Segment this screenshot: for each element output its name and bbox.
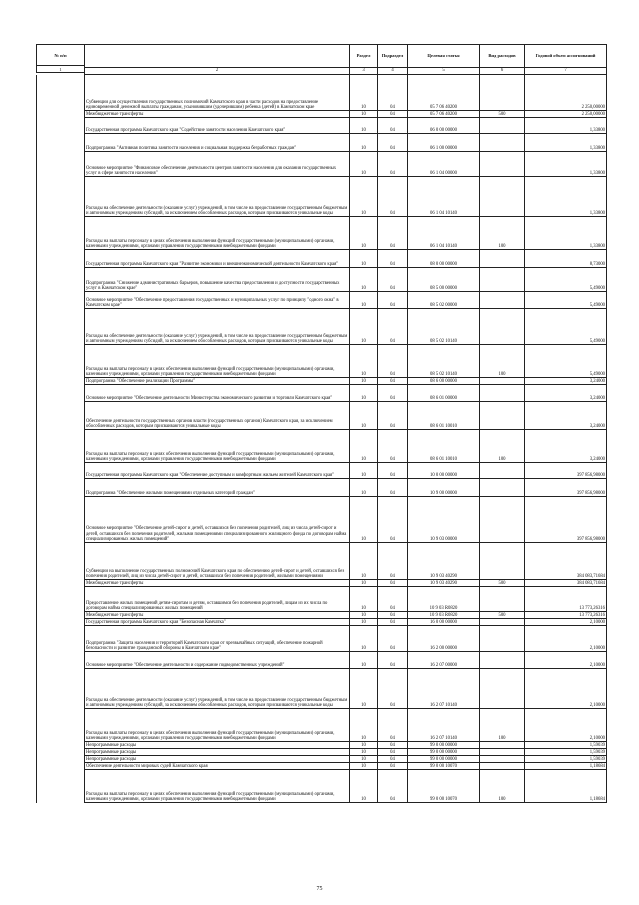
col-header-razdel: Раздел: [350, 45, 378, 68]
row-podrazdel-cell: 04: [378, 309, 408, 345]
row-target-article-cell: 08 5 02 10140: [408, 309, 480, 345]
row-annual-volume-cell: 1,33800: [525, 134, 607, 152]
table-row: [85, 756, 607, 763]
row-expense-type-cell: [480, 587, 525, 612]
row-annual-volume-cell: 384 083,71684: [525, 543, 607, 580]
row-annual-volume-cell: 1,59039: [525, 749, 607, 756]
table-row: [85, 652, 607, 669]
row-razdel-cell: 10: [350, 463, 378, 479]
row-expense-type-cell: 500: [480, 111, 525, 118]
col-header-target-article: Целевая статья: [408, 45, 480, 68]
row-expense-type-cell: 100: [480, 430, 525, 463]
row-expense-type-cell: [480, 497, 525, 543]
row-razdel-cell: 10: [350, 345, 378, 378]
row-podrazdel-cell: 04: [378, 612, 408, 619]
row-annual-volume-cell: 5,49000: [525, 345, 607, 378]
row-expense-type-cell: 100: [480, 770, 525, 803]
col-header-name: [85, 45, 350, 68]
row-name-cell: Расходы на обеспечение деятельности (оказание услуг) учреждений, в том числе на предоставление государственным бюджетным и автономным учреждениям субсидий, за исключением обособленных расходов, которым присваиваются уникальные коды: [85, 669, 350, 709]
col-header-number: № п/п: [36, 44, 84, 66]
row-annual-volume-cell: 397 856,98000: [525, 463, 607, 479]
row-name-cell: Государственная программа Камчатского края "Обеспечение доступным и комфортным жильем жителей Камчатского края": [85, 463, 350, 479]
row-expense-type-cell: [480, 669, 525, 709]
row-target-article-cell: 99 0 00 10070: [408, 763, 480, 770]
table-row: [85, 463, 607, 479]
table-row: [85, 742, 607, 749]
row-name-cell: Расходы на обеспечение деятельности (оказание услуг) учреждений, в том числе на предоставление государственным бюджетным и автономным учреждениям субсидий, за исключением обособленных расходов, которым присваиваются уникальные коды: [85, 177, 350, 217]
row-name-cell: Государственная программа Камчатского края "Развитие экономики и внешнеэкономической деятельности Камчатского края": [85, 250, 350, 268]
row-expense-type-cell: [480, 118, 525, 134]
table-body: [85, 75, 607, 803]
row-expense-type-cell: [480, 309, 525, 345]
row-podrazdel-cell: 04: [378, 749, 408, 756]
row-expense-type-cell: [480, 763, 525, 770]
row-podrazdel-cell: 04: [378, 134, 408, 152]
row-expense-type-cell: 500: [480, 580, 525, 587]
row-expense-type-cell: [480, 134, 525, 152]
row-name-cell: Субвенции на выполнение государственных полномочий Камчатского края по обеспечению детей-сирот и детей, оставшихся без попечения родителей, лиц из числа детей-сирот и детей, оставшихся без попечения родителей, жилыми помещениями: [85, 543, 350, 580]
row-expense-type-cell: [480, 292, 525, 309]
row-annual-volume-cell: 1,18684: [525, 770, 607, 803]
row-expense-type-cell: [480, 250, 525, 268]
row-expense-type-cell: 500: [480, 612, 525, 619]
row-razdel-cell: 10: [350, 402, 378, 430]
row-annual-volume-cell: 5,49000: [525, 309, 607, 345]
row-razdel-cell: 10: [350, 749, 378, 756]
row-expense-type-cell: [480, 75, 525, 111]
table-row: [85, 770, 607, 803]
row-podrazdel-cell: 04: [378, 669, 408, 709]
row-expense-type-cell: [480, 479, 525, 497]
row-target-article-cell: 06 1 04 00000: [408, 152, 480, 177]
row-target-article-cell: 99 0 00 00000: [408, 742, 480, 749]
row-target-article-cell: 10 9 03 R0820: [408, 587, 480, 612]
row-podrazdel-cell: 04: [378, 430, 408, 463]
row-name-cell: Основное мероприятие "Обеспечение деятельности Министерства экономического развития и торговли Камчатского края": [85, 385, 350, 402]
table-row: [85, 268, 607, 292]
row-target-article-cell: 08 6 01 00000: [408, 385, 480, 402]
row-target-article-cell: 10 9 03 00000: [408, 497, 480, 543]
table-row: [85, 763, 607, 770]
col-index-target-article: 5: [408, 68, 480, 75]
table-row: [85, 580, 607, 587]
row-expense-type-cell: [480, 385, 525, 402]
row-name-cell: Подпрограмма "Обеспечение жилыми помещениями отдельных категорий граждан": [85, 479, 350, 497]
table-row: [85, 250, 607, 268]
row-expense-type-cell: 100: [480, 217, 525, 250]
row-annual-volume-cell: 8,73000: [525, 250, 607, 268]
row-razdel-cell: 10: [350, 580, 378, 587]
row-target-article-cell: 16 2 07 10140: [408, 709, 480, 742]
row-target-article-cell: 08 5 02 10140: [408, 345, 480, 378]
col-header-podrazdel: Подраздел: [378, 45, 408, 68]
row-target-article-cell: 06 1 04 10140: [408, 217, 480, 250]
row-target-article-cell: 16 2 07 10140: [408, 669, 480, 709]
row-annual-volume-cell: 1,33800: [525, 152, 607, 177]
row-expense-type-cell: 100: [480, 345, 525, 378]
table-row: [85, 612, 607, 619]
row-razdel-cell: 10: [350, 770, 378, 803]
row-podrazdel-cell: 04: [378, 177, 408, 217]
row-annual-volume-cell: 3,24000: [525, 402, 607, 430]
row-target-article-cell: 05 7 06 40200: [408, 75, 480, 111]
table-row: [85, 217, 607, 250]
row-podrazdel-cell: 04: [378, 763, 408, 770]
row-podrazdel-cell: 04: [378, 742, 408, 749]
row-annual-volume-cell: 2,10000: [525, 652, 607, 669]
col-index-expense-type: 6: [480, 68, 525, 75]
row-annual-volume-cell: 1,33800: [525, 118, 607, 134]
row-annual-volume-cell: 397 856,98000: [525, 497, 607, 543]
table-row: [85, 75, 607, 111]
row-podrazdel-cell: 04: [378, 463, 408, 479]
table-row: [85, 111, 607, 118]
row-podrazdel-cell: 04: [378, 378, 408, 385]
row-podrazdel-cell: 04: [378, 580, 408, 587]
table-header-row: [85, 45, 607, 68]
row-annual-volume-cell: 2,10000: [525, 626, 607, 652]
row-annual-volume-cell: 397 856,98000: [525, 479, 607, 497]
row-razdel-cell: 10: [350, 497, 378, 543]
number-column: [36, 75, 84, 803]
row-annual-volume-cell: 13 773,26316: [525, 612, 607, 619]
row-razdel-cell: 10: [350, 134, 378, 152]
row-annual-volume-cell: 2 250,00000: [525, 75, 607, 111]
row-podrazdel-cell: 04: [378, 75, 408, 111]
row-razdel-cell: 10: [350, 479, 378, 497]
row-podrazdel-cell: 04: [378, 250, 408, 268]
row-target-article-cell: 10 9 03 40290: [408, 543, 480, 580]
row-annual-volume-cell: 5,49000: [525, 292, 607, 309]
table-row: [85, 626, 607, 652]
row-name-cell: Расходы на выплаты персоналу в целях обеспечения выполнения функций государственными (муниципальными) органами, казенными учреждениями, органами управления государственными внебюджетными фондами: [85, 770, 350, 803]
row-razdel-cell: 10: [350, 250, 378, 268]
row-name-cell: Подпрограмма "Обеспечение реализации Программы": [85, 378, 350, 385]
row-annual-volume-cell: 1,59039: [525, 742, 607, 749]
table-row: [85, 543, 607, 580]
row-target-article-cell: 99 0 00 10070: [408, 770, 480, 803]
row-name-cell: Непрограммные расходы: [85, 749, 350, 756]
row-razdel-cell: 10: [350, 292, 378, 309]
table-row: [85, 430, 607, 463]
row-annual-volume-cell: 2,10000: [525, 619, 607, 626]
row-podrazdel-cell: 04: [378, 217, 408, 250]
row-name-cell: Расходы на выплаты персоналу в целях обеспечения выполнения функций государственными (муниципальными) органами, казенными учреждениями, органами управления государственными внебюджетными фондами: [85, 709, 350, 742]
row-name-cell: Расходы на выплаты персоналу в целях обеспечения выполнения функций государственными (муниципальными) органами, казенными учреждениями, органами управления государственными внебюджетными фондами: [85, 217, 350, 250]
row-target-article-cell: 10 9 00 00000: [408, 479, 480, 497]
row-annual-volume-cell: 2 250,00000: [525, 111, 607, 118]
row-target-article-cell: 06 1 00 00000: [408, 134, 480, 152]
row-expense-type-cell: 100: [480, 709, 525, 742]
row-razdel-cell: 10: [350, 118, 378, 134]
row-target-article-cell: 05 7 06 40200: [408, 111, 480, 118]
row-podrazdel-cell: 04: [378, 543, 408, 580]
row-podrazdel-cell: 04: [378, 152, 408, 177]
row-target-article-cell: 16 2 00 00000: [408, 626, 480, 652]
row-razdel-cell: 10: [350, 378, 378, 385]
row-name-cell: Государственная программа Камчатского края "Содействие занятости населения Камчатского края": [85, 118, 350, 134]
row-razdel-cell: 10: [350, 111, 378, 118]
row-podrazdel-cell: 04: [378, 111, 408, 118]
row-annual-volume-cell: 13 773,26316: [525, 587, 607, 612]
row-expense-type-cell: [480, 626, 525, 652]
row-podrazdel-cell: 04: [378, 402, 408, 430]
row-expense-type-cell: [480, 619, 525, 626]
row-name-cell: Непрограммные расходы: [85, 756, 350, 763]
row-expense-type-cell: [480, 268, 525, 292]
row-expense-type-cell: [480, 463, 525, 479]
row-podrazdel-cell: 04: [378, 626, 408, 652]
table-row: [85, 134, 607, 152]
row-razdel-cell: 10: [350, 385, 378, 402]
table-row: [85, 177, 607, 217]
table-row: [85, 709, 607, 742]
col-index-name: 2: [85, 68, 350, 75]
row-expense-type-cell: [480, 402, 525, 430]
row-expense-type-cell: [480, 749, 525, 756]
row-expense-type-cell: [480, 652, 525, 669]
row-razdel-cell: 10: [350, 756, 378, 763]
row-razdel-cell: 10: [350, 75, 378, 111]
row-name-cell: Основное мероприятие "Финансовое обеспечение деятельности центров занятости населения для оказания государственных услуг в сфере занятости населения": [85, 152, 350, 177]
table-row: [85, 292, 607, 309]
budget-table: [84, 44, 607, 803]
row-annual-volume-cell: 1,59039: [525, 756, 607, 763]
row-expense-type-cell: [480, 378, 525, 385]
row-podrazdel-cell: 04: [378, 587, 408, 612]
row-annual-volume-cell: 1,33800: [525, 177, 607, 217]
row-target-article-cell: 08 0 00 00000: [408, 250, 480, 268]
row-expense-type-cell: [480, 152, 525, 177]
row-name-cell: Основное мероприятие "Обеспечение предоставления государственных и муниципальных услуг по принципу "одного окна" в Камчатском крае": [85, 292, 350, 309]
col-index-number: 1: [36, 66, 84, 73]
row-razdel-cell: 10: [350, 612, 378, 619]
row-target-article-cell: 99 0 00 00000: [408, 749, 480, 756]
row-target-article-cell: 06 1 04 10140: [408, 177, 480, 217]
row-target-article-cell: 08 5 02 00000: [408, 292, 480, 309]
col-index-annual-volume: 7: [525, 68, 607, 75]
row-razdel-cell: 10: [350, 709, 378, 742]
row-annual-volume-cell: 1,33800: [525, 217, 607, 250]
row-annual-volume-cell: 1,18684: [525, 763, 607, 770]
row-podrazdel-cell: 04: [378, 619, 408, 626]
row-name-cell: Обеспечение деятельности мировых судей Камчатского края: [85, 763, 350, 770]
row-name-cell: Основное мероприятие "Обеспечение деятельности и содержание подведомственных учреждений": [85, 652, 350, 669]
row-annual-volume-cell: 3,24000: [525, 378, 607, 385]
row-podrazdel-cell: 04: [378, 497, 408, 543]
row-annual-volume-cell: 2,10000: [525, 709, 607, 742]
row-razdel-cell: 10: [350, 626, 378, 652]
row-name-cell: Межбюджетные трансферты: [85, 580, 350, 587]
row-name-cell: Подпрограмма "Защита населения и территорий Камчатского края от чрезвычайных ситуаций, обеспечение пожарной безопасности и развитие гражданской обороны в Камчатском крае": [85, 626, 350, 652]
table-row: [85, 619, 607, 626]
row-razdel-cell: 10: [350, 587, 378, 612]
table-row: [85, 118, 607, 134]
row-podrazdel-cell: 04: [378, 118, 408, 134]
row-target-article-cell: 99 0 00 00000: [408, 756, 480, 763]
row-name-cell: Межбюджетные трансферты: [85, 111, 350, 118]
table-row: [85, 479, 607, 497]
row-name-cell: Государственная программа Камчатского края "Безопасная Камчатка": [85, 619, 350, 626]
row-razdel-cell: 10: [350, 619, 378, 626]
row-podrazdel-cell: 04: [378, 345, 408, 378]
row-razdel-cell: 10: [350, 217, 378, 250]
row-annual-volume-cell: 384 083,71684: [525, 580, 607, 587]
table-row: [85, 309, 607, 345]
col-index-podrazdel: 4: [378, 68, 408, 75]
row-razdel-cell: 10: [350, 543, 378, 580]
table-row: [85, 587, 607, 612]
row-razdel-cell: 10: [350, 742, 378, 749]
row-target-article-cell: 06 0 00 00000: [408, 118, 480, 134]
table-row: [85, 345, 607, 378]
row-target-article-cell: 10 9 03 40290: [408, 580, 480, 587]
row-target-article-cell: 08 6 00 00000: [408, 378, 480, 385]
row-podrazdel-cell: 04: [378, 292, 408, 309]
row-podrazdel-cell: 04: [378, 479, 408, 497]
row-razdel-cell: 10: [350, 268, 378, 292]
row-razdel-cell: 10: [350, 177, 378, 217]
row-expense-type-cell: [480, 543, 525, 580]
table-index-row: [85, 68, 607, 75]
row-target-article-cell: 10 0 00 00000: [408, 463, 480, 479]
row-razdel-cell: 10: [350, 430, 378, 463]
row-name-cell: Предоставление жилых помещений детям-сиротам и детям, оставшимся без попечения родителей, лицам из их числа по договорам найма специализированных жилых помещений: [85, 587, 350, 612]
row-name-cell: Расходы на обеспечение деятельности (оказание услуг) учреждений, в том числе на предоставление государственным бюджетным и автономным учреждениям субсидий, за исключением обособленных расходов, которым присваиваются уникальные коды: [85, 309, 350, 345]
row-podrazdel-cell: 04: [378, 268, 408, 292]
row-name-cell: Основное мероприятие "Обеспечение детей-сирот и детей, оставшихся без попечения родителей, лиц из числа детей-сирот и детей, оставшихся без попечения родителей, жилыми помещениями специализированного жилищного фонда по договорам найма специализированных жилых помещений": [85, 497, 350, 543]
row-target-article-cell: 08 6 01 10010: [408, 402, 480, 430]
row-podrazdel-cell: 04: [378, 709, 408, 742]
row-name-cell: Непрограммные расходы: [85, 742, 350, 749]
table-row: [85, 378, 607, 385]
row-name-cell: Расходы на выплаты персоналу в целях обеспечения выполнения функций государственными (муниципальными) органами, казенными учреждениями, органами управления государственными внебюджетными фондами: [85, 345, 350, 378]
table-row: [85, 497, 607, 543]
row-podrazdel-cell: 04: [378, 385, 408, 402]
budget-table-wrapper: [84, 44, 606, 803]
row-razdel-cell: 10: [350, 152, 378, 177]
row-annual-volume-cell: 2,10000: [525, 669, 607, 709]
row-expense-type-cell: [480, 177, 525, 217]
row-razdel-cell: 10: [350, 652, 378, 669]
row-expense-type-cell: [480, 742, 525, 749]
row-target-article-cell: 08 5 00 00000: [408, 268, 480, 292]
row-name-cell: Подпрограмма "Снижение административных барьеров, повышение качества предоставления и доступности государственных услуг в Камчатском крае": [85, 268, 350, 292]
row-podrazdel-cell: 04: [378, 756, 408, 763]
row-name-cell: Расходы на выплаты персоналу в целях обеспечения выполнения функций государственными (муниципальными) органами, казенными учреждениями, органами управления государственными внебюджетными фондами: [85, 430, 350, 463]
page-number: 75: [316, 886, 323, 892]
row-target-article-cell: 10 9 03 R0820: [408, 612, 480, 619]
row-target-article-cell: 16 2 07 00000: [408, 652, 480, 669]
table-row: [85, 749, 607, 756]
row-annual-volume-cell: 5,49000: [525, 268, 607, 292]
row-annual-volume-cell: 3,24000: [525, 430, 607, 463]
row-razdel-cell: 10: [350, 669, 378, 709]
row-podrazdel-cell: 04: [378, 652, 408, 669]
table-row: [85, 402, 607, 430]
table-row: [85, 669, 607, 709]
row-name-cell: Субвенции для осуществления государственных полномочий Камчатского края в части расходов на предоставление единовременной денежной выплаты гражданам, усыновившим (удочерившим) ребенка (детей) в Камчатском крае: [85, 75, 350, 111]
row-target-article-cell: 16 0 00 00000: [408, 619, 480, 626]
table-row: [85, 385, 607, 402]
row-annual-volume-cell: 3,24000: [525, 385, 607, 402]
table-row: [85, 152, 607, 177]
row-expense-type-cell: [480, 756, 525, 763]
col-index-razdel: 3: [350, 68, 378, 75]
row-name-cell: Межбюджетные трансферты: [85, 612, 350, 619]
col-header-annual-volume: Годовой объем ассигнований: [525, 45, 607, 68]
row-razdel-cell: 10: [350, 309, 378, 345]
row-podrazdel-cell: 04: [378, 770, 408, 803]
row-name-cell: Обеспечение деятельности государственных органов власти (государственных органов) Камчатского края, за исключением обособленных расходов, которым присваиваются уникальные коды: [85, 402, 350, 430]
col-header-expense-type: Вид расходов: [480, 45, 525, 68]
row-razdel-cell: 10: [350, 763, 378, 770]
row-name-cell: Подпрограмма "Активная политика занятости населения и социальная поддержка безработных граждан": [85, 134, 350, 152]
row-target-article-cell: 08 6 01 10010: [408, 430, 480, 463]
